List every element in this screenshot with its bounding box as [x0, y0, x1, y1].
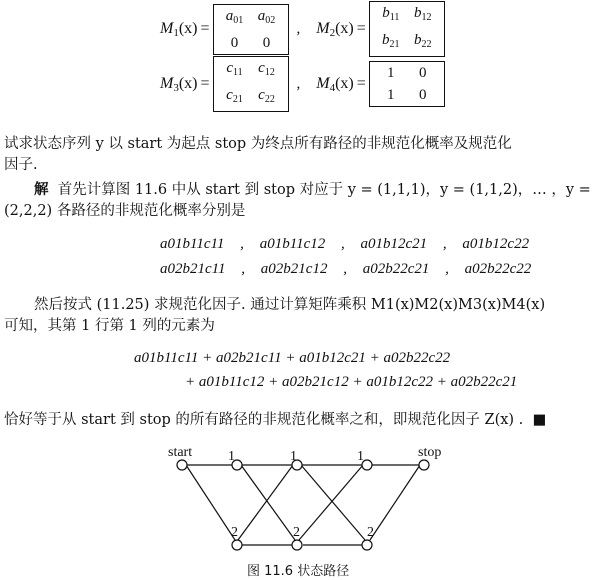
matrix-cell: $b_{22}$ — [414, 32, 432, 50]
then-line-1: 然后按式 (11.25) 求规范化因子. 通过计算矩阵乘积 M1(x)M2(x)M3(x)M4(x) — [34, 297, 546, 313]
matrix-cell: 0 — [419, 87, 427, 103]
matrix-row-2 — [160, 60, 445, 108]
matrix-cell: $c_{21}$ — [226, 87, 243, 105]
stop-node — [419, 460, 429, 470]
node-label: 1 — [357, 449, 364, 464]
matrix-m2 — [369, 1, 445, 57]
matrix-m3 — [213, 56, 289, 112]
matrix-cell: $a_{02}$ — [257, 7, 276, 26]
edge — [299, 465, 363, 540]
m4-label: $M_4(x)$ = — [316, 74, 366, 94]
question-line-2: 因子. — [4, 157, 38, 173]
product-term: a01b12c21 , — [360, 236, 447, 252]
node-label: 2 — [231, 525, 238, 540]
figure-edges — [186, 465, 420, 545]
matrix-cell: 0 — [419, 65, 427, 81]
matrix-cell: 1 — [387, 65, 395, 81]
products-row-2 — [160, 261, 531, 278]
separator: , — [296, 20, 301, 37]
sum-line-1: a01b11c11 + a02b21c11 + a01b12c21 + a02b22c22 — [134, 350, 451, 366]
product-term: a02b22c21 , — [362, 261, 449, 277]
matrix-cell: 0 — [230, 34, 239, 51]
matrix-cell: $c_{22}$ — [258, 87, 275, 105]
matrix-cell: $b_{11}$ — [382, 5, 400, 23]
products-row-1 — [160, 236, 529, 253]
matrix-cell: $c_{11}$ — [226, 60, 243, 78]
product-term: a01b11c12 , — [259, 236, 345, 252]
product-term: a02b21c12 , — [260, 261, 347, 277]
separator: , — [296, 75, 301, 92]
matrix-cell: 0 — [262, 34, 271, 51]
matrix-m1 — [213, 4, 289, 55]
node-1-2 — [232, 540, 242, 550]
qed-mark: ■ — [532, 412, 547, 428]
node-label: 1 — [290, 449, 297, 464]
final-line — [4, 410, 546, 430]
edge — [301, 465, 365, 540]
node-2-2 — [292, 540, 302, 550]
solution-line-2: (2,2,2) 各路径的非规范化概率分别是 — [4, 203, 246, 219]
m3-label: $M_3(x)$ = — [160, 74, 210, 94]
figure-nodes — [177, 460, 429, 550]
start-node — [177, 460, 187, 470]
solution-line-1 — [34, 180, 608, 200]
matrix-cell: $c_{12}$ — [258, 60, 275, 78]
node-3-2 — [362, 540, 372, 550]
final-text: 恰好等于从 start 到 stop 的所有路径的非规范化概率之和，即规范化因子 Z(x) . — [4, 412, 524, 428]
matrix-m4 — [369, 61, 445, 107]
figure-caption: 图 11.6 状态路径 — [247, 564, 350, 579]
product-term: a01b11c11 , — [160, 236, 244, 252]
edge — [370, 465, 420, 540]
matrix-cell: 1 — [387, 87, 395, 103]
matrix-cell: $b_{21}$ — [382, 32, 400, 50]
stop-label: stop — [418, 445, 442, 460]
matrix-cell: $a_{01}$ — [225, 7, 244, 26]
node-label: 2 — [367, 525, 374, 540]
node-label: 2 — [293, 525, 300, 540]
edge — [241, 465, 295, 540]
node-label: 1 — [228, 449, 235, 464]
m1-label: $M_1(x)$ = — [160, 19, 210, 39]
solution-text: 首先计算图 11.6 中从 start 到 stop 对应于 y = (1,1,1)，y = (1,1,2)，… ，y = — [57, 182, 591, 198]
product-term: a02b21c11 , — [160, 261, 246, 277]
edge — [186, 465, 235, 540]
matrix-cell: $b_{12}$ — [414, 5, 432, 23]
m2-label: $M_2(x)$ = — [316, 19, 366, 39]
then-line-2: 可知，其第 1 行第 1 列的元素为 — [4, 318, 215, 334]
product-term: a01b12c22 — [462, 236, 530, 252]
sum-line-2: + a01b11c12 + a02b21c12 + a01b12c22 + a02b22c21 — [185, 374, 518, 390]
matrix-row-1 — [160, 5, 445, 53]
solution-label: 解 — [34, 181, 49, 198]
question-line-1: 试求状态序列 y 以 start 为起点 stop 为终点所有路径的非规范化概率及规范化 — [4, 136, 512, 152]
product-term: a02b22c22 — [464, 261, 532, 277]
state-path-figure — [0, 440, 612, 580]
start-label: start — [168, 445, 193, 460]
edge — [238, 465, 293, 540]
